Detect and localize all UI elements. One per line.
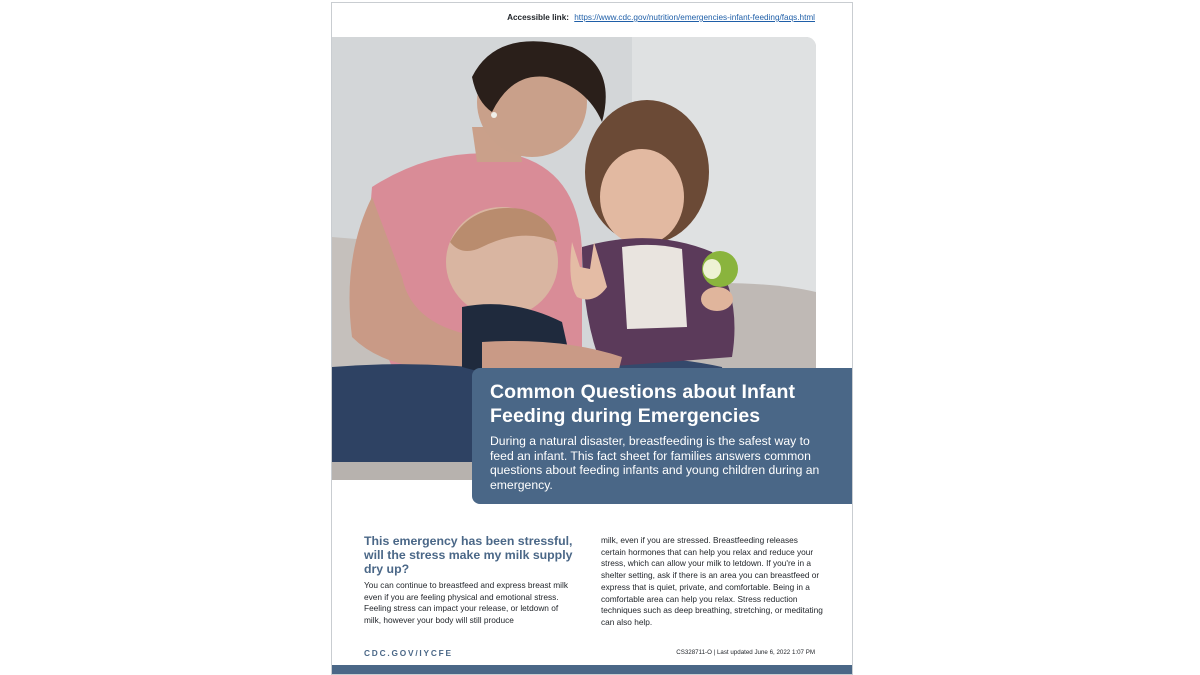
accessible-link-line — [507, 13, 815, 22]
intro-text: During a natural disaster, breastfeeding is the safest way to feed an infant. This fact sheet for families answers common questions about feeding infants and young children during an emergency. — [490, 434, 820, 492]
accessible-link[interactable]: https://www.cdc.gov/nutrition/emergencies-infant-feeding/faqs.html — [574, 13, 815, 22]
footer-doc-info: CS328711-O | Last updated June 6, 2022 1:07 PM — [676, 649, 815, 656]
answer-text-left: You can continue to breastfeed and express breast milk even if you are feeling physical and emotional stress. Feeling stress can impact your release, or letdown of milk, however your body will still produce — [364, 580, 569, 626]
question-heading: This emergency has been stressful, will the stress make my milk supply dry up? — [364, 534, 573, 576]
title-banner — [472, 368, 853, 504]
page-title: Common Questions about Infant Feeding during Emergencies — [490, 381, 796, 427]
right-column — [601, 535, 823, 629]
fact-sheet-page — [331, 2, 853, 675]
footer-site: CDC.GOV/IYCFE — [364, 648, 453, 658]
accessible-link-label: Accessible link: — [507, 13, 569, 22]
answer-text-right: milk, even if you are stressed. Breastfeeding releases certain hormones that can help you relax and reduce your stress, which can allow your milk to letdown. If you're in a shelter setting, ask if there is an area you can breastfeed or express that is quiet, private, and comfortable. Being in a comfortable area can help you relax. Stress reduction techniques such as deep breathing, stretching, or meditating can also help. — [601, 535, 823, 627]
left-column — [364, 534, 576, 627]
bottom-brand-bar — [332, 665, 852, 674]
